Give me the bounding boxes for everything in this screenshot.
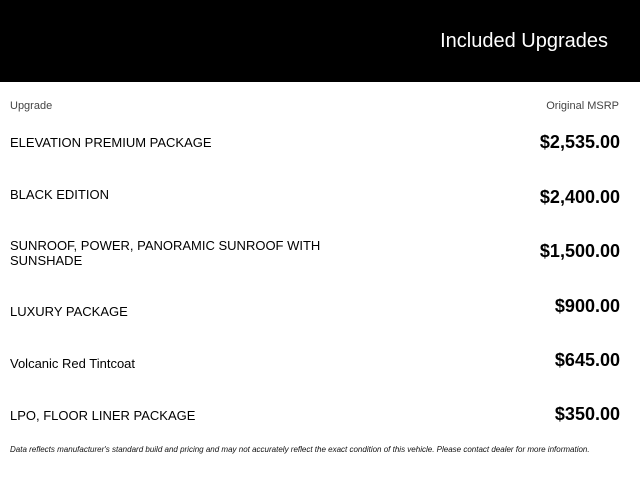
upgrade-name: Volcanic Red Tintcoat <box>10 356 136 371</box>
disclaimer-text: Data reflects manufacturer's standard build and pricing and may not accurately reflect the exact condition of this vehicle. Please contact dealer for more information. <box>10 445 590 454</box>
upgrade-name: BLACK EDITION <box>10 187 109 202</box>
upgrade-price: $1,500.00 <box>539 241 620 261</box>
upgrade-name: LPO, FLOOR LINER PACKAGE <box>10 408 196 423</box>
upgrade-price: $2,535.00 <box>539 132 620 152</box>
page-title: Included Upgrades <box>440 30 608 52</box>
upgrade-price: $350.00 <box>554 404 620 424</box>
msrp-column-header: Original MSRP <box>546 100 619 112</box>
upgrade-price: $900.00 <box>554 296 620 316</box>
upgrade-name: LUXURY PACKAGE <box>10 304 128 319</box>
header-bar <box>0 0 640 82</box>
upgrade-price: $2,400.00 <box>539 187 620 207</box>
upgrade-price: $645.00 <box>554 350 620 370</box>
upgrade-column-header: Upgrade <box>10 100 53 112</box>
upgrade-name: ELEVATION PREMIUM PACKAGE <box>10 135 212 150</box>
upgrade-name: SUNROOF, POWER, PANORAMIC SUNROOF WITH SUNSHADE <box>10 238 321 268</box>
